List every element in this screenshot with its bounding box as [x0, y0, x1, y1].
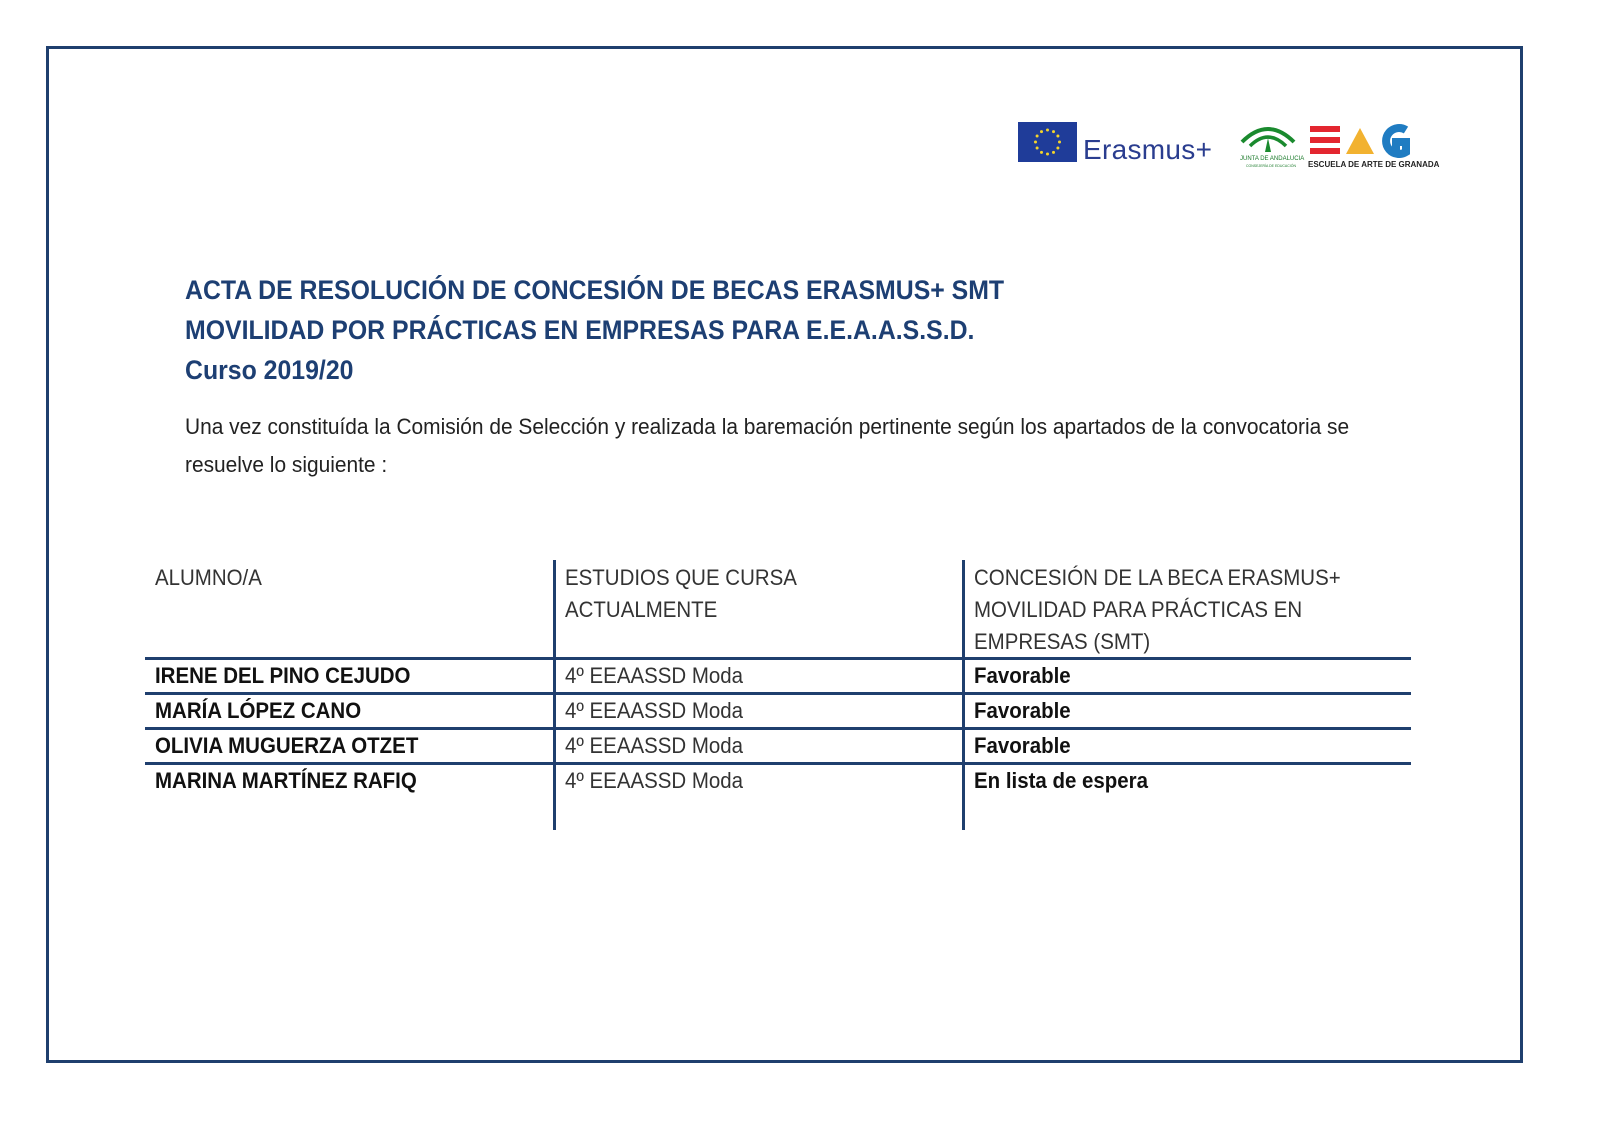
- header-concession: CONCESIÓN DE LA BECA ERASMUS+ MOVILIDAD PARA PRÁCTICAS EN EMPRESAS (SMT): [974, 565, 1341, 654]
- eu-flag-icon: [1018, 122, 1077, 162]
- row-2-studies: 4º EEAASSD Moda: [565, 698, 744, 723]
- row-1-result: Favorable: [974, 663, 1071, 688]
- header-student: ALUMNO/A: [155, 565, 262, 590]
- junta-andalucia-logo: [1238, 120, 1298, 170]
- row-2-result: Favorable: [974, 698, 1071, 723]
- header-studies: ESTUDIOS QUE CURSA ACTUALMENTE: [565, 565, 796, 622]
- row-4-name: MARINA MARTÍNEZ RAFIQ: [155, 768, 417, 793]
- title-course: Curso 2019/20: [185, 355, 354, 385]
- erasmus-logo-text: Erasmus+: [1083, 134, 1213, 165]
- row-2-name: MARÍA LÓPEZ CANO: [155, 698, 362, 723]
- title-line-2: MOVILIDAD POR PRÁCTICAS EN EMPRESAS PARA E.E.A.A.S.S.D.: [185, 315, 975, 345]
- page-frame: [46, 46, 1523, 1063]
- row-4-result: En lista de espera: [974, 768, 1148, 793]
- row-1-studies: 4º EEAASSD Moda: [565, 663, 744, 688]
- row-divider: [145, 762, 1411, 765]
- junta-logo-sub: CONSEJERÍA DE EDUCACIÓN: [1246, 164, 1296, 168]
- escuela-arte-granada-logo: [1308, 122, 1428, 158]
- row-4-studies: 4º EEAASSD Moda: [565, 768, 744, 793]
- row-divider: [145, 692, 1411, 695]
- intro-paragraph: Una vez constituída la Comisión de Selección y realizada la baremación pertinente según los apartados de la convocatoria se resuelve lo siguiente :: [185, 414, 1350, 477]
- row-3-studies: 4º EEAASSD Moda: [565, 733, 744, 758]
- logo-bar: [1018, 120, 1438, 175]
- school-logo-text: ESCUELA DE ARTE DE GRANADA: [1308, 160, 1440, 169]
- results-table: [145, 560, 1411, 830]
- column-divider: [962, 560, 965, 830]
- document-title: [185, 270, 1004, 390]
- title-line-1: ACTA DE RESOLUCIÓN DE CONCESIÓN DE BECAS ERASMUS+ SMT: [185, 275, 1005, 305]
- row-3-result: Favorable: [974, 733, 1071, 758]
- row-divider: [145, 727, 1411, 730]
- row-3-name: OLIVIA MUGUERZA OTZET: [155, 733, 419, 758]
- row-1-name: IRENE DEL PINO CEJUDO: [155, 663, 411, 688]
- column-divider: [553, 560, 556, 830]
- junta-logo-name: JUNTA DE ANDALUCIA: [1240, 156, 1305, 162]
